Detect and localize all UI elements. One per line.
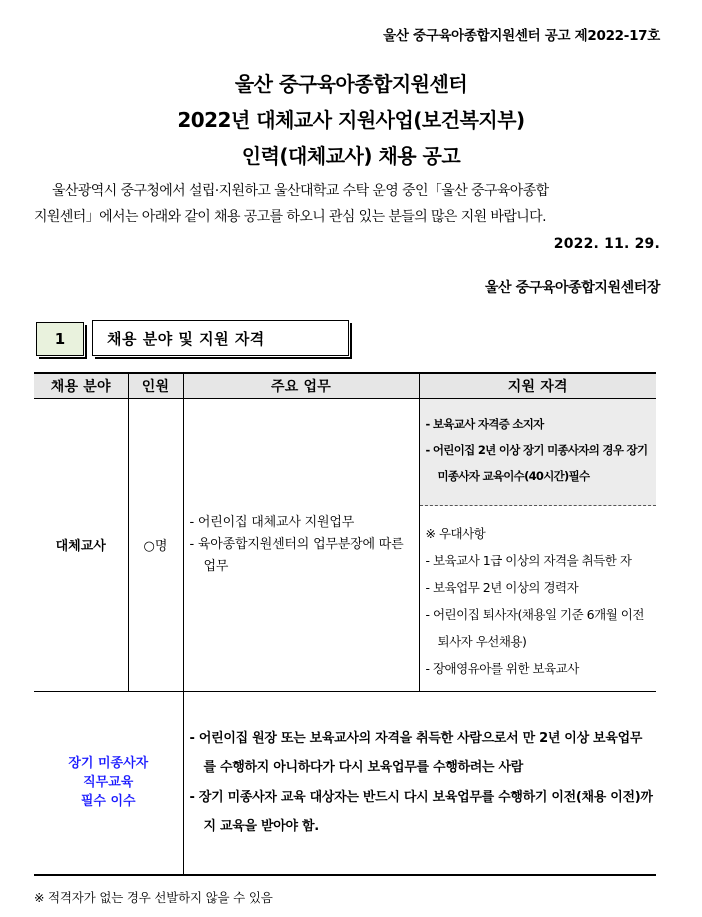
footnote: ※ 적격자가 없는 경우 선발하지 않을 수 있음 (34, 890, 273, 905)
edu-label-line: 직무교육 (83, 775, 134, 791)
duty-item: - 어린이집 대체교사 지원업무 (189, 514, 355, 530)
edu-label-line: 장기 미종사자 (68, 756, 149, 772)
duty-item: - 육아종합지원센터의 업무분장에 따른 업무 (189, 536, 404, 574)
title-program: 2022년 대체교사 지원사업(보건복지부) (177, 108, 525, 132)
edu-label-line: 필수 이수 (80, 794, 136, 810)
preferred-title: ※ 우대사항 (425, 525, 486, 541)
qualification-cell (419, 398, 656, 691)
intro-line-1: 울산광역시 중구청에서 설립·지원하고 울산대학교 수탁 운영 중인「울산 중구육아종합 (52, 183, 549, 199)
preferred-item: - 어린이집 퇴사자(채용일 기준 6개월 이전 퇴사자 우선채용) (425, 606, 644, 649)
long-term-education-label (34, 691, 183, 875)
issuer-name: 울산 중구육아종합지원센터장 (484, 280, 660, 296)
edu-detail-item: - 장기 미종사자 교육 대상자는 반드시 다시 보육업무를 수행하기 이전(채용 이전)까지 교육을 받아야 함. (189, 789, 653, 835)
headcount: ○명 (128, 398, 183, 691)
table-header-row (34, 373, 656, 398)
notice-number: 울산 중구육아종합지원센터 공고 제2022-17호 (383, 28, 660, 44)
header-count: 인원 (128, 373, 183, 398)
header-qualification: 지원 자격 (419, 373, 656, 398)
preferred-qualifications (420, 506, 657, 689)
field-substitute-teacher: 대체교사 (34, 398, 128, 691)
required-qualifications (420, 399, 657, 506)
section-number-box: 1 (36, 322, 84, 356)
preferred-item: - 보육교사 1급 이상의 자격을 취득한 자 (425, 552, 632, 568)
title-org: 울산 중구육아종합지원센터 (234, 72, 468, 96)
required-item: - 어린이집 2년 이상 장기 미종사자의 경우 장기 미종사자 교육이수(40시간)필수 (425, 442, 648, 483)
header-duties: 주요 업무 (183, 373, 419, 398)
table-row (34, 398, 656, 691)
preferred-item: - 장애영유아를 위한 보육교사 (425, 660, 579, 676)
header-field: 채용 분야 (34, 373, 128, 398)
edu-detail-item: - 어린이집 원장 또는 보육교사의 자격을 취득한 사람으로서 만 2년 이상 보육업무를 수행하지 아니하다가 다시 보육업무를 수행하려는 사람 (189, 730, 643, 776)
title-block (0, 66, 702, 174)
required-item: - 보육교사 자격증 소지자 (425, 416, 544, 431)
title-recruit: 인력(대체교사) 채용 공고 (241, 144, 461, 168)
long-term-education-details (183, 691, 656, 875)
section-title-box: 채용 분야 및 지원 자격 (92, 320, 349, 356)
intro-paragraph (34, 178, 666, 230)
duties-cell (183, 398, 419, 691)
notice-date: 2022. 11. 29. (553, 236, 660, 252)
recruitment-table (34, 372, 656, 876)
preferred-item: - 보육업무 2년 이상의 경력자 (425, 579, 579, 595)
table-row (34, 691, 656, 875)
intro-line-2: 지원센터」에서는 아래와 같이 채용 공고를 하오니 관심 있는 분들의 많은 지원 바랍니다. (34, 209, 546, 225)
